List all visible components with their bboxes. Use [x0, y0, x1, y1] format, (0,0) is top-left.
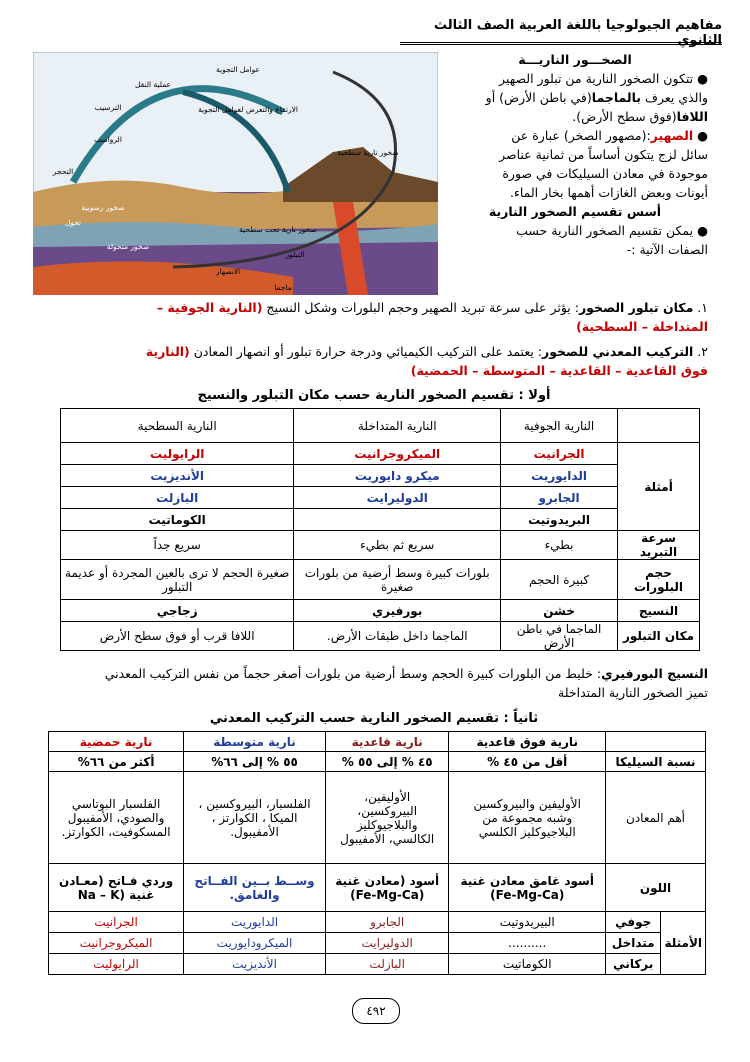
t1-cell: الماجما في باطن الأرض	[501, 622, 618, 651]
t1-cell: الدوليرايت	[294, 487, 501, 509]
point-1: ١. مكان تبلور الصخور: يؤثر على سرعة تبريد الصهير وحجم البلورات وشكل النسيج (النارية الجوفية – المتداخلة – السطحية)	[156, 300, 708, 334]
t2-cell: الكوماتيت	[449, 954, 606, 975]
t1-header: النارية السطحية	[61, 409, 294, 443]
t2-cell: أقل من ٤٥ %	[449, 752, 606, 772]
t2-cell: الفلسبار، البيروكسين ، الميكا ، الكوارتز ، الأمفيبول.	[184, 772, 326, 864]
t1-cell: ميكرو دايوريت	[294, 465, 501, 487]
t2-row-label: بركاني	[606, 954, 661, 975]
t2-header: نارية حمضية	[49, 732, 184, 752]
intro-p2-line4: أيونات وبعض الغازات أهمها بخار الماء.	[509, 185, 708, 200]
label-surface-igneous: صخور نارية سطحية	[337, 148, 399, 157]
label-crystallization: التبلور	[285, 250, 305, 259]
t1-cell: الجابرو	[501, 487, 618, 509]
intro-p2: ● الصهير:(مصهور الصخر) عبارة عن	[511, 128, 708, 143]
label-metamorphic: صخور متحولة	[106, 242, 150, 251]
porphyry-definition: النسيج البورفيري: خليط من البلورات كبيرة الحجم وسط أرضية من بلورات أصغر حجماً من نفس التركيب المعدني تميز الصخور النارية المتداخلة	[104, 666, 708, 700]
label-deposition: الترسيب	[94, 103, 122, 112]
label-uplift: الارتفاع والتعرض لعوامل التجوية	[198, 105, 298, 114]
t2-row-label: نسبة السيليكا	[606, 752, 706, 772]
table-crystallization	[60, 408, 700, 651]
t1-cell: الماجما داخل طبقات الأرض.	[294, 622, 501, 651]
t2-cell: البازلت	[325, 954, 449, 975]
t2-cell: البيريدوتيت	[449, 912, 606, 933]
t2-cell: الدوليرايت	[325, 933, 449, 954]
t1-row-label: مكان التبلور	[618, 622, 700, 651]
t1-row-label: النسيج	[618, 600, 700, 622]
t2-cell: الفلسبار البوتاسي والصودي، الأمفيبول المسكوفيت، الكوارتز.	[49, 772, 184, 864]
label-melting: الانصهار	[215, 267, 241, 276]
header-title: مفاهيم الجيولوجيا باللغة العربية الصف الثالث الثانوي	[434, 18, 722, 48]
t1-header: النارية الجوفية	[501, 409, 618, 443]
t2-row-label: جوفي	[606, 912, 661, 933]
t1-cell: بورفيري	[294, 600, 501, 622]
t2-header: نارية قاعدية	[325, 732, 449, 752]
t1-row-label: سرعة التبريد	[618, 531, 700, 560]
t2-cell: الأنديزيت	[184, 954, 326, 975]
t1-cell: سريع جداً	[61, 531, 294, 560]
t2-cell: ٤٥ % إلى ٥٥ %	[325, 752, 449, 772]
label-subsurface-igneous: صخور نارية تحت سطحية	[239, 225, 317, 234]
t2-examples-label: الأمثلة	[661, 912, 706, 975]
t1-header: النارية المتداخلة	[294, 409, 501, 443]
t1-cell: صغيرة الحجم لا ترى بالعين المجردة أو عديمة التبلور	[61, 560, 294, 600]
label-weathering: عوامل التجوية	[216, 65, 260, 74]
intro-p1-line2: والذي يعرف بالماجما(في باطن الأرض) أو	[485, 90, 708, 105]
t2-cell: وردي فـاتح (معـادن غنية (Na – K	[49, 864, 184, 912]
label-metamorphism: تحول	[64, 218, 82, 227]
t2-cell: الأوليفين، البيروكسين، والبلاجيوكليز الكالسي، الأمفيبول	[325, 772, 449, 864]
t1-cell: الأنديزيت	[61, 465, 294, 487]
t1-cell: الرايوليت	[61, 443, 294, 465]
label-transport: عملية النقل	[134, 80, 172, 89]
intro-p2-line3: موجودة في معادن السيليكات في صورة	[502, 166, 708, 181]
t2-header: نارية فوق قاعدية	[449, 732, 606, 752]
basis-title: أسس تقسيم الصخور النارية	[488, 204, 662, 219]
t2-cell: أسود غامق معادن غنية (Fe-Mg-Ca)	[449, 864, 606, 912]
t2-header: نارية متوسطة	[184, 732, 326, 752]
t2-cell: ..........	[449, 933, 606, 954]
t1-cell: بطيء	[501, 531, 618, 560]
t1-cell	[294, 509, 501, 531]
t1-cell: الجرانيت	[501, 443, 618, 465]
t1-row-label: حجم البلورات	[618, 560, 700, 600]
rock-cycle-diagram	[33, 52, 438, 295]
t1-cell: الكوماتيت	[61, 509, 294, 531]
intro-p2-line2: سائل لزج يتكون أساساً من ثمانية عناصر	[499, 147, 708, 162]
t1-cell: كبيرة الحجم	[501, 560, 618, 600]
label-magma: ماجما	[274, 283, 292, 292]
t2-cell: ٥٥ % إلى ٦٦%	[184, 752, 326, 772]
t1-cell: الدايوريت	[501, 465, 618, 487]
t1-cell: بلورات كبيرة وسط أرضية من بلورات صغيرة	[294, 560, 501, 600]
t1-cell: خشن	[501, 600, 618, 622]
section-title: الصخـــور الناريـــة	[518, 52, 632, 67]
t1-cell: البريدوتيت	[501, 509, 618, 531]
t2-row-label: أهم المعادن	[606, 772, 706, 864]
t1-cell: سريع ثم بطيء	[294, 531, 501, 560]
t1-cell: زجاجي	[61, 600, 294, 622]
intro-p1: ● تتكون الصخور النارية من تبلور الصهير	[499, 71, 708, 86]
t2-cell: الدايوريت	[184, 912, 326, 933]
table-mineral-composition	[48, 731, 706, 975]
basis-line2: الصفات الآتية :-	[626, 242, 708, 257]
t2-cell: الرايوليت	[49, 954, 184, 975]
label-sedimentary: صخور رسوبية	[81, 203, 125, 212]
t1-cell: الميكروجرانيت	[294, 443, 501, 465]
t2-cell: أسود (معادن غنية (Fe-Mg-Ca)	[325, 864, 449, 912]
point-2: ٢. التركيب المعدني للصخور: يعتمد على التركيب الكيميائي ودرجة حرارة تبلور أو انصهار المعادن (النارية فوق القاعدية – القاعدية – المتوسطة – الحمضية)	[145, 344, 708, 378]
t2-cell: الأوليفين والبيروكسين وشبه مجموعة من البلاجيوكليز الكلسي	[449, 772, 606, 864]
intro-p1-line3: اللافا(فوق سطح الأرض).	[572, 109, 708, 124]
basis-line1: ● يمكن تقسيم الصخور النارية حسب	[516, 223, 708, 238]
page-header	[400, 16, 722, 48]
label-sediments: الرواسب	[94, 135, 122, 144]
t2-row-label: متداخل	[606, 933, 661, 954]
page-number: ٤٩٢	[352, 998, 400, 1024]
t1-cell: اللافا قرب أو فوق سطح الأرض	[61, 622, 294, 651]
table1-title: أولا : تقسيم الصخور النارية حسب مكان التبلور والنسيج	[197, 388, 551, 403]
intro-block	[442, 50, 708, 259]
t2-cell: الميكرودايوريت	[184, 933, 326, 954]
t2-cell: أكثر من ٦٦%	[49, 752, 184, 772]
t2-cell: الميكروجرانيت	[49, 933, 184, 954]
t2-cell: الجرانيت	[49, 912, 184, 933]
t1-cell: البازلت	[61, 487, 294, 509]
t2-row-label: اللون	[606, 864, 706, 912]
t2-cell: الجابرو	[325, 912, 449, 933]
table2-title: ثانياً : تقسيم الصخور النارية حسب التركيب المعدني	[209, 711, 539, 726]
t2-cell: وســط بــين الفــاتح والغامق.	[184, 864, 326, 912]
label-lithification: التحجر	[52, 167, 74, 176]
t1-examples-label: أمثلة	[618, 443, 700, 531]
